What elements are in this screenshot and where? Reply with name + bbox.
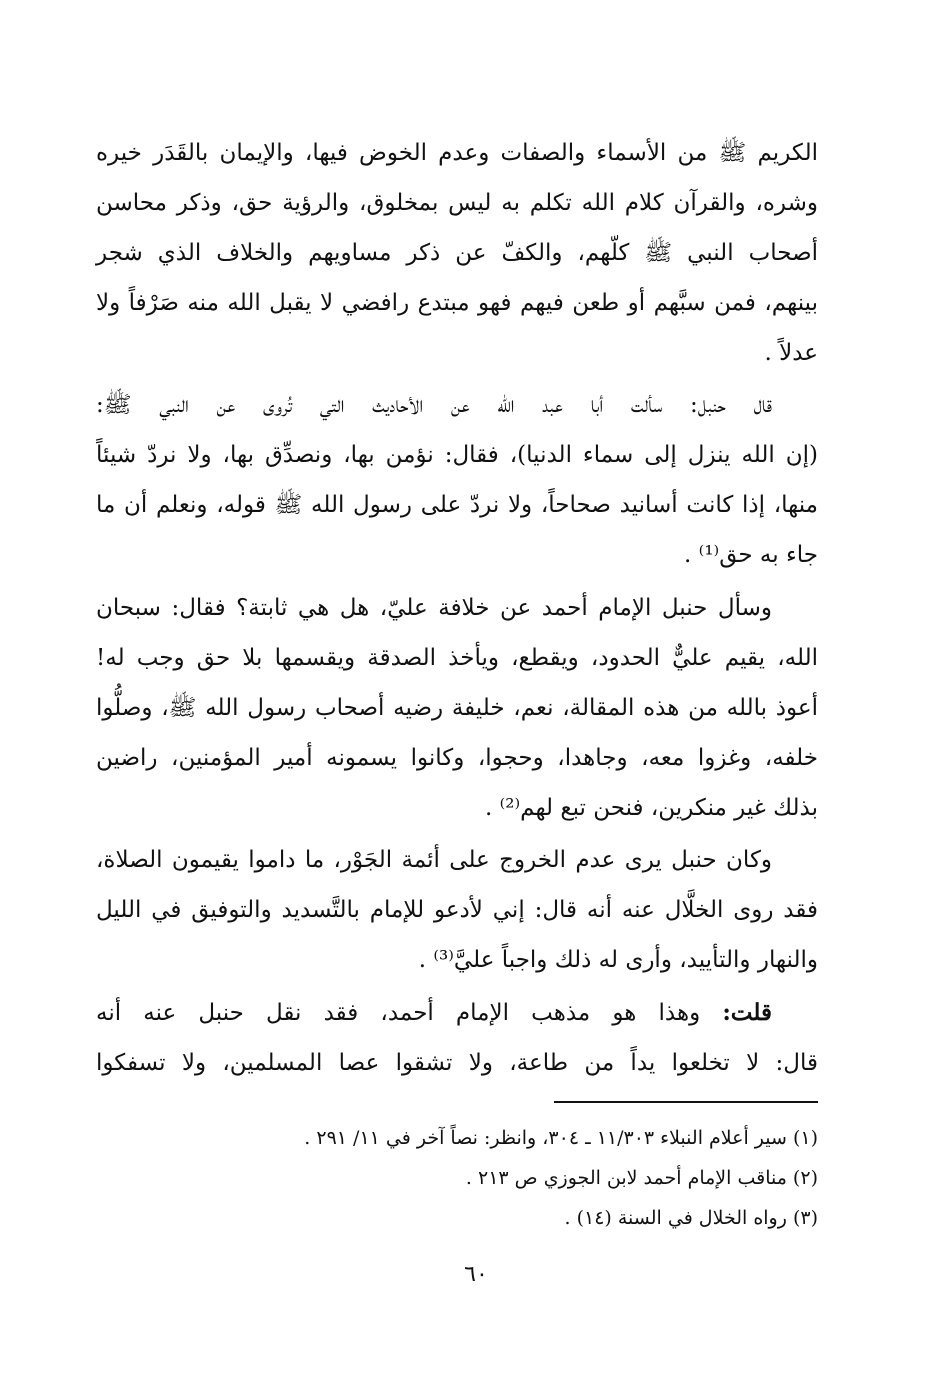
text-line: والنهار والتأييد، وأرى له ذلك واجباً عليَّ⁽³⁾ . (418, 947, 818, 973)
footnotes (96, 1118, 818, 1238)
footnote-2: (٢) مناقب الإمام أحمد لابن الجوزي ص ٢١٣ . (465, 1167, 818, 1189)
text-line: فقد روى الخلَّال عنه أنه قال: إني لأدعو للإمام بالتَّسديد والتوفيق في الليل (96, 897, 818, 923)
text-line: بذلك غير منكرين، فنحن تبع لهم⁽²⁾ . (484, 795, 818, 821)
text-line: عدلاً . (764, 340, 818, 366)
line-remainder: وهذا هو مذهب الإمام أحمد، فقد نقل حنبل عنه أنه (96, 1000, 723, 1026)
paragraph-1 (96, 128, 818, 378)
text-line: خلفه، وغزوا معه، وجاهدا، وحجوا، وكانوا يسمونه أمير المؤمنين، راضين (96, 745, 818, 771)
text-line: جاء به حق⁽¹⁾ . (684, 542, 818, 568)
footnote-separator (554, 1101, 818, 1103)
text-line: وكان حنبل يرى عدم الخروج على أئمة الجَوْر، ما داموا يقيمون الصلاة، (96, 847, 772, 873)
footnote-1: (١) سير أعلام النبلاء ١١/٣٠٣ ـ ٣٠٤، وانظر: نصاً آخر في ١١/ ٢٩١ . (304, 1127, 818, 1149)
text-line: الله، يقيم عليٌّ الحدود، ويقطع، ويأخذ الصدقة ويقسمها بلا حق وجب له! (96, 645, 818, 671)
text-line: وشره، والقرآن كلام الله تكلم به ليس بمخلوق، والرؤية حق، وذكر محاسن (96, 190, 818, 216)
text-line: أصحاب النبي ﷺ كلّهم، والكفّ عن ذكر مساويهم والخلاف الذي شجر (96, 240, 818, 266)
page-number: ٦٠ (464, 1262, 488, 1287)
text-line: أعوذ بالله من هذه المقالة، نعم، خليفة رضيه أصحاب رسول الله ﷺ، وصلُّوا (96, 695, 818, 721)
lead-word: قلت: (722, 999, 772, 1026)
text-line (96, 988, 818, 1038)
paragraph-5 (96, 988, 818, 1088)
text-line: بينهم، فمن سبَّهم أو طعن فيهم فهو مبتدع رافضي لا يقبل الله منه صَرْفاً ولا (96, 290, 818, 316)
text-line: قال حنبل: سألت أبا عبد الله عن الأحاديث التي تُروى عن النبي ﷺ: (96, 392, 772, 418)
paragraph-2 (96, 380, 818, 580)
footnote-3: (٣) رواه الخلال في السنة (١٤) . (564, 1207, 818, 1229)
text-line: وسأل حنبل الإمام أحمد عن خلافة عليّ، هل هي ثابتة؟ فقال: سبحان (96, 595, 772, 621)
text-line: الكريم ﷺ من الأسماء والصفات وعدم الخوض فيها، والإيمان بالقَدَر خيره (96, 140, 818, 166)
text-line: منها، إذا كانت أسانيد صحاحاً، ولا نردّ على رسول الله ﷺ قوله، ونعلم أن ما (96, 492, 818, 518)
paragraph-4 (96, 835, 818, 985)
text-line: (إن الله ينزل إلى سماء الدنيا)، فقال: نؤمن بها، ونصدِّق بها، ولا نردّ شيئاً (96, 442, 818, 468)
text-line: قال: لا تخلعوا يداً من طاعة، ولا تشقوا عصا المسلمين، ولا تسفكوا (96, 1050, 818, 1076)
paragraph-3 (96, 583, 818, 833)
